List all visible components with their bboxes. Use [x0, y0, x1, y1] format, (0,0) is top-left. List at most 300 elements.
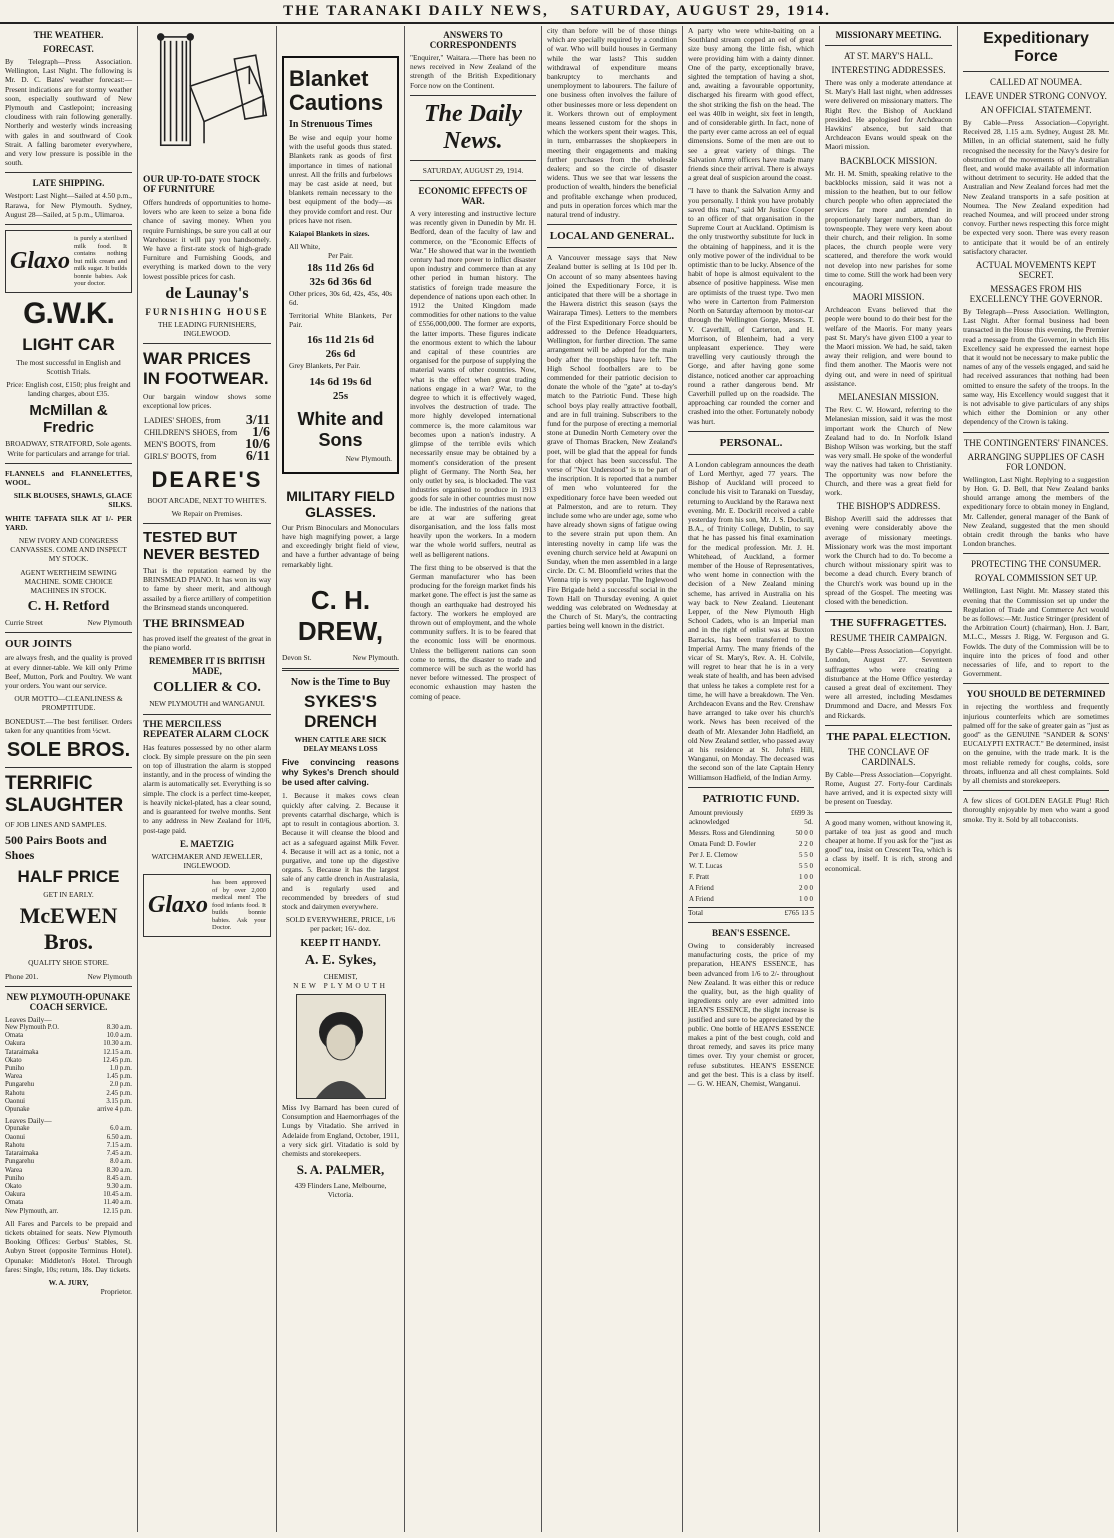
royal-heading: ROYAL COMMISSION SET UP.	[974, 573, 1098, 584]
fund-label: W. T. Lucas	[689, 861, 723, 870]
fund-row	[688, 883, 814, 894]
timetable-row	[5, 1158, 132, 1166]
keep-handy-heading: KEEP IT HANDY.	[300, 937, 381, 949]
half-price-heading: HALF PRICE	[17, 867, 120, 887]
timetable-outbound	[5, 1024, 132, 1114]
papal-heading: THE PAPAL ELECTION.	[826, 730, 951, 743]
shoe-price-row	[143, 451, 271, 463]
timetable-row	[5, 1057, 132, 1065]
timetable-value: 8.45 a.m.	[106, 1174, 132, 1182]
divider	[5, 767, 132, 768]
retford-street: Currie Street	[5, 618, 43, 628]
divider	[963, 683, 1109, 684]
tested-heading: TESTED BUT NEVER BESTED	[143, 529, 260, 564]
resume-heading: RESUME THEIR CAMPAIGN.	[830, 633, 947, 644]
jury-title: Proprietor.	[100, 1287, 132, 1297]
joints-text: are always fresh, and the quality is proved at every dinner-table. We kill only Prime Beef, Mutton, Pork and Poultry. We want your orders. You want our service.	[5, 653, 132, 691]
contingents-heading: THE CONTINGENTERS' FINANCES.	[963, 437, 1109, 448]
white-prices-2: 32s 6d 36s 6d	[309, 275, 372, 288]
shoe-price-value: 3/11	[245, 412, 270, 428]
timetable-value: 12.45 p.m.	[102, 1056, 132, 1064]
movements-heading: ACTUAL MOVEMENTS KEPT SECRET.	[975, 260, 1097, 281]
timetable-label: Omata	[5, 1199, 24, 1207]
joints-heading: OUR JOINTS	[5, 638, 72, 651]
fund-total-value: £765 13 5	[784, 907, 814, 917]
masthead	[0, 0, 1114, 24]
timetable-row	[5, 1191, 132, 1199]
blanket-text: Be wise and equip your home with the useful goods thus stated. Blankets rank as goods of first importance in times of national unrest. All the frills and furbelows may be cast aside at need, but blankets remain necessary to the best equipment of the body—as they provide comfort and rest. Our prices have not risen.	[289, 133, 392, 225]
white-sons-town: New Plymouth.	[345, 453, 392, 463]
local-general-heading: LOCAL AND GENERAL.	[549, 230, 675, 243]
arranging-heading: ARRANGING SUPPLIES OF CASH FOR LONDON.	[967, 451, 1105, 472]
timetable-value: 10.30 a.m.	[103, 1040, 132, 1048]
collier-town: NEW PLYMOUTH and WANGANUI.	[149, 699, 265, 709]
boots-heading: 500 Pairs Boots and Shoes	[5, 833, 107, 863]
royal-text: Wellington, Last Night. Mr. Massey stated this evening that the Commission set up under the Regulation of Trade and Commerce Act would be as follows:—Mr. Justice Stringer (president of the Arbitration Court) (chairman), Hon. J. Barr, M.L.C., Messrs J. Rigg, W. Ferguson and G. Fowlds. The duty of the Commission will be to inquire into the prices of food and other necessaries of life, and to report to the Government.	[963, 586, 1109, 679]
divider	[547, 247, 677, 248]
brinsmead-text: That is the reputation earned by the BRINSMEAD PIANO. It has won its way to fame by sheer merit, and although assailed by a fierce artillery of competition the Brinsmead stands unconquered.	[143, 566, 271, 612]
timetable-label: Opunake	[5, 1106, 30, 1114]
brinsmead-tail: has proved itself the greatest of the great in the piano world.	[143, 634, 271, 653]
grey-prices-1: 14s 6d 19s 6d	[309, 375, 372, 388]
timetable-label: Oaonui	[5, 1133, 26, 1141]
fund-value: 5 5 0	[799, 861, 813, 870]
divider	[825, 611, 952, 612]
portrait-illustration	[296, 994, 386, 1099]
timetable-row	[5, 1090, 132, 1098]
column-5	[542, 26, 683, 1532]
official-heading: AN OFFICIAL STATEMENT.	[980, 105, 1092, 115]
expeditionary-heading: Expeditionary Force	[983, 30, 1089, 65]
local-general-text: A Vancouver message says that New Zealand butter is selling at 1s 10d per lb. On account of so many absentees having joined the Expeditionary Force, it is anticipated that there will be a shortage in the Hawera district this season (says the Wairarapa Times). Letters to the members of the First Expeditionary Force should be addressed to the Defence Headquarters, Wellington, for further direction. The same arrangement will be adopted for the main body after the troopships have left. The High School footballers are to be commended for their patriotic decision to donate the whole of the "gate" at to-day's match to the Patriotic Fund. These high school boys play really attractive football, and are in full training. Subscribers to the fund for the purpose of erecting a memorial stone at Dunedin North Cemetery over the grave of Thomas Bracken, New Zealand's poet, will be glad that the appeal for funds for that object has been successful. The verse of "Not Understood" is to be part of the inscription. It is reported that a number of men who volunteered for the expeditionary force have been weeded out at Palmerston, and are to return. They include some who are under age, some who have already shown signs of fatigue owing to the severe strain put upon them. An interesting novelty in camp life was the evening church service held at Awapuni on Sunday, when the men assembled in a large circle. Dr. C. M. Bloomfield writes that the Vienna trip is very popular. The Inglewood Fire Brigade held a successful social in the Town Hall on Thursday evening. A quiet wedding was celebrated on Wednesday at the Church of St. Mary's, the contracting parties being well known in the district.	[547, 253, 677, 631]
timetable-row	[5, 1150, 132, 1158]
terrific-heading: TERRIFIC SLAUGHTER	[5, 773, 124, 817]
shoe-price-value: 1/6	[252, 424, 270, 440]
eagle-text: A few slices of GOLDEN EAGLE Plug! Rich thoroughly enjoyable by men who want a good smoke. Try it. Sold by all tobacconists.	[963, 796, 1109, 824]
divider	[963, 432, 1109, 433]
divider	[5, 172, 132, 173]
timetable-value: 8.0 a.m.	[110, 1158, 132, 1166]
terr-prices-1: 16s 11d 21s 6d	[307, 334, 374, 347]
remember-text: REMEMBER IT IS BRITISH MADE,	[148, 656, 266, 677]
coach-note: All Fares and Parcels to be prepaid and tickets obtained for seats. New Plymouth Booking Offices: Gerbus' Stables, St. Aubyn Street (opposite Terminus Hotel). Opunake: Middleton's Hotel. Through fares: Single, 10s; return, 18s. Day tickets.	[5, 1218, 132, 1274]
gwk-text: The most successful in English and Scottish Trials.	[16, 357, 121, 376]
backblock-text: Mr. H. M. Smith, speaking relative to the backblocks mission, said it was not a mission to the heathen, but to our fellow church people who often appreciated the services far more and attended in proportionately larger numbers, than do townspeople. They were very keen about their church, and their religion. In some places, the church people were very scattered, and therefore the work would not develop into new parishes for some time to come. Still the work had been very encouraging.	[825, 168, 952, 289]
beans-text: Owing to considerably increased manufacturing costs, the price of my preparation, HEAN'S ESSENCE, has been advanced from 1/6 to 2/- throughout New Zealand. It was either this or reduce the quality, but, as the high quality of ingredients only are ever admitted into HEAN'S ESSENCE, the slight increase is justified and sure to be appreciated by the public. One bottle of HEAN'S ESSENCE makes a pint of the best cough, cold and throat remedy, and saves its price many times over. Try your chemist or grocer, refuse substitutes. HEAN'S ESSENCE and get the best. This is a class by itself. — G. W. HEAN, Chemist, Wanganui.	[688, 941, 814, 1089]
econ-text-2: The first thing to be observed is that the German manufacturer who has been producing for the foreign market finds his market gone. The effect is just the same as though an earthquake had destroyed his factory. The workers he employed are thrown out of employment, and the whole community suffers. It is to be feared that the economic loss will be enormous. Unless the belligerent nations can soon come to terms, the disaster to trade and commerce will be such as the world has never before witnessed. The prospect of economic exhaustion may hasten the coming of peace.	[410, 562, 536, 701]
divider	[688, 454, 814, 455]
timetable-value: 11.40 a.m.	[103, 1199, 132, 1207]
drew-address	[282, 653, 399, 662]
furniture-text: Offers hundreds of opportunities to home-lovers who are keen to seize a bona fide chance of saving money. When you require Furnishings, be sure you call at our Warehouse: it will pay you handsomely. We have a first-rate stock of high-grade Furniture and Furnishing Goods, and everything is marked down to the very lowest possible prices for cash.	[143, 198, 271, 281]
maori-heading: MAORI MISSION.	[852, 292, 925, 303]
sole-bros-title: SOLE BROS.	[6, 739, 131, 762]
answers-heading: ANSWERS TO CORRESPONDENTS	[429, 30, 517, 50]
fund-label: A Friend	[689, 883, 714, 892]
column-2	[138, 26, 277, 1532]
coach-heading: NEW PLYMOUTH-OPUNAKE COACH SERVICE.	[6, 991, 131, 1012]
job-lines-text: OF JOB LINES AND SAMPLES.	[5, 820, 107, 830]
bonedust-text: BONEDUST.—The best fertiliser. Orders taken for any quantities from ½cwt.	[5, 716, 132, 735]
timetable-row	[5, 1106, 132, 1114]
bishop-text: Bishop Averill said the addresses that evening were considerably above the average of missionary meetings. Missionary work was the most important work the Church had to do. To become a church without missionary spirit was to become a dead church. Every branch of the Church's work was bound up in the spread of the Gospel. The meeting was closed with the benediction.	[825, 514, 952, 606]
timetable-label: Puniho	[5, 1065, 25, 1073]
timetable-value: 1.0 p.m.	[109, 1065, 132, 1073]
timetable-value: 8.30 a.m.	[106, 1166, 132, 1174]
timetable-label: Tataraimaka	[5, 1150, 39, 1158]
ivory-text: NEW IVORY AND CONGRESS CANVASSES. COME AND INSPECT MY STOCK.	[10, 535, 127, 564]
fund-label: Messrs. Ross and Glendinning	[689, 828, 775, 837]
shoe-price-value: 10/6	[245, 436, 270, 452]
timetable-value: 10.0 a.m.	[106, 1032, 132, 1040]
timetable-label: New Plymouth P.O.	[5, 1024, 60, 1032]
timetable-label: Pungarehu	[5, 1158, 35, 1166]
mcewen-title: McEWEN Bros.	[19, 903, 118, 955]
glaxo-ad	[143, 874, 271, 937]
maetzig-subtitle: WATCHMAKER AND JEWELLER, INGLEWOOD.	[151, 851, 263, 870]
fund-value: 1 0 0	[799, 872, 813, 881]
missionary-heading: MISSIONARY MEETING.	[835, 30, 942, 40]
divider	[5, 632, 132, 633]
fund-total-row	[688, 907, 814, 917]
news-text-1: A party who were white-baiting on a Southland stream copped an eel of great size busy among the little fish, which were providing him with a dainty dinner. One of the party, exceptionally brave, sighted the temptation of having a shot, and, awaiting a favourable opportunity, discharged his firearm with good effect, the shot striking the fish on the head. The eel was 40lb in weight, six feet in length, and of considerable girth. In fact, none of the party ever came across an eel of equal dimensions. Some of the men are out to see a great variety of things. The Salvation Army officers have made many friends since their arrival. There is always a great deal of suspicion around the coast.	[688, 26, 814, 183]
quality-text: QUALITY SHOE STORE.	[28, 958, 109, 968]
timetable-row	[5, 1134, 132, 1142]
divider	[825, 45, 952, 46]
personal-text: A London cablegram announces the death of Lord Merthyr, aged 77 years. The Bishop of Auckland will proceed to conclude his visit to Taranaki on Tuesday, returning to Auckland by the Rarawa next evening. Mr. E. Dockrill received a cable yesterday from his son, Mr. J. S. Dockrill, B.A., of Trinity College, Dublin, to say that he has passed his final examination for the medical profession. Mr. J. H. Whitehead, of Auckland, a former member of the House of Representatives, who went home in connection with the decision of a New Zealand mining scheme, has arrived in Australia on his way back to New Zealand. Lieutenant Lepper, of the New Plymouth High School Cadets, who is an Imperial man and in the right of enlist was at Buxton Barracks, has been transferred to the Imperial Army. The many friends of the vicar of St. Mary's, Rev. A. H. Colvile, will regret to hear that he is in a very weak state of health, and has been advised that unless he takes a complete rest for a time, he will have a breakdown. The Ven. Archdeacon Evans and the Rev. Crenshaw have arranged to take over his church's work. News has been received of the death of Mr. Alexander John Hadfield, an old New Zealand settler, who passed away at his residence at St. John's Hill, Wanganui, on Monday. The deceased was the second son of the late Captain Henry Williamson Hadfield, of the Indian Army.	[688, 459, 814, 782]
delaunay-title: de Launay's	[165, 284, 249, 302]
timetable-label: Rahotu	[5, 1141, 25, 1149]
divider	[547, 224, 677, 225]
divider	[5, 986, 132, 987]
fund-value: £699 3s 5d.	[791, 808, 813, 826]
called-heading: CALLED AT NOUMEA.	[989, 77, 1083, 87]
furniture-heading: OUR UP-TO-DATE STOCK OF FURNITURE	[143, 175, 261, 195]
divider	[963, 553, 1109, 554]
drew-town: New Plymouth.	[352, 652, 399, 662]
fund-value: 2 2 0	[799, 839, 813, 848]
bed-illustration	[143, 26, 271, 166]
timetable-row	[5, 1065, 132, 1073]
white-sons-title: White and Sons	[297, 408, 384, 450]
divider	[143, 714, 271, 715]
column-1	[0, 26, 138, 1532]
divider	[410, 95, 536, 96]
timetable-value: 1.45 p.m.	[106, 1073, 132, 1081]
divider	[688, 431, 814, 432]
all-white-label: All White,	[289, 242, 321, 252]
timetable-value: 2.45 p.m.	[106, 1089, 132, 1097]
five-reasons-heading: Five convincing reasons why Sykes's Drench should be used after calving.	[282, 757, 399, 788]
timetable-value: 7.45 a.m.	[106, 1150, 132, 1158]
drew-title: C. H. DREW,	[297, 584, 384, 646]
blanket-heading: Blanket Cautions	[289, 66, 384, 115]
econ-text: A very interesting and instructive lecture was recently given in Dunedin by Mr. H. Bedford, dean of the faculty of law and commerce, on the "Economic Effects of War." He showed that war in the twentieth century had more power to inflict disaster upon industry and commerce than at any other period in human history. The statistics of foreign trade measure the dependence of nations upon each other. In 1912 the United Kingdom made commodities for other nations to the value of £556,000,000. The former are exports, the latter imports. These figures indicate the enormous extent to which the labour and capital of these countries are organised for the purpose of supplying the material wants of other countries. Now, what is the effect when great trading nations engage in a war? War, to the degree to which it is effectively waged, involves the destruction of trade. The more highly developed international commerce is, the more calamitous war becomes upon a nation's industry. A glimpse of the terrible evils which necessarily ensue may be obtained by a moment's consideration of the present plight of Germany. The North Sea, her only outlet by sea, is blockaded. The vast industries organised to produce in 1913 goods for sale in other countries must now be idle. The industries of the nations that are at war are suffering great disorganisation, and the loss falls most heavily upon the workers. In a modern war the whole world suffers, neutral as well as belligerent nations.	[410, 209, 536, 559]
suffragettes-heading: THE SUFFRAGETTES.	[830, 617, 947, 630]
weather-heading: THE WEATHER.	[33, 30, 104, 40]
papal-text: By Cable—Press Association—Copyright. Rome, August 27. Forty-four Cardinals have arrived, and it is expected sixty will be present on Tuesday.	[825, 769, 952, 807]
shoe-price-value: 6/11	[245, 448, 270, 464]
forecast-heading: FORECAST.	[43, 44, 94, 54]
fund-row	[688, 872, 814, 883]
fund-value: 50 0 0	[795, 828, 813, 837]
fund-value: 1 0 0	[799, 894, 813, 903]
timetable-value: 8.30 a.m.	[106, 1024, 132, 1032]
war-prices-heading: WAR PRICES IN FOOTWEAR.	[143, 349, 269, 389]
timetable-value: 6.50 a.m.	[106, 1133, 132, 1141]
divider	[143, 523, 271, 524]
shipping-heading: LATE SHIPPING.	[32, 178, 105, 189]
divider	[963, 790, 1109, 791]
protecting-heading: PROTECTING THE CONSUMER.	[970, 559, 1102, 570]
reasons-text: 1. Because it makes cows clean quickly after calving. 2. Because it prevents catarrhal discharge, which is apt to result in contagious abortion. 3. Because it will cleanse the blood and act as a safeguard against Milk Fever. 4. Because it will act as a tonic, not a purgative, and tone up the digestive organs. 5. Because it has the largest sale of any cattle drench in Australasia, and is regularly used and recommended by breeders of stud stock and dairymen everywhere.	[282, 791, 399, 911]
econ-heading: ECONOMIC EFFECTS OF WAR.	[418, 186, 528, 207]
timetable-value: 3.15 p.m.	[106, 1097, 132, 1105]
fund-row	[688, 861, 814, 872]
fund-table	[688, 808, 814, 905]
shoe-price-label: GIRLS' BOOTS, from	[144, 451, 217, 461]
fund-value: 2 0 0	[799, 883, 813, 892]
mcmillan-title: McMillan & Fredric	[29, 402, 108, 437]
governor-text: By Telegraph—Press Association. Wellington, Last Night. After formal business had been transacted in the House this evening, the Premier read a message from the Governor, in which His Excellency said he expressed the earnest hope that it would not be necessary to make public the names of any of the vessels engaged, and said he had received assurances that nothing had been omitted to ensure the safety of the troops. In the same way, His Excellency would suggest that it is not advisable to give particulars of any ships which either the Dominion or any other dependency of the Crown is taking.	[963, 307, 1109, 427]
flannels-text: FLANNELS and FLANNELETTES, WOOL.	[5, 468, 132, 487]
paper-date: SATURDAY, AUGUST 29, 1914.	[570, 3, 831, 19]
divider	[825, 725, 952, 726]
timetable-label: Oakura	[5, 1191, 26, 1199]
sold-text: SOLD EVERYWHERE, PRICE, 1/6 per packet; 16/- doz.	[285, 915, 396, 934]
column-7	[820, 26, 958, 1532]
fund-row	[688, 808, 814, 828]
answers-text: "Enquirer," Waitara.—There has been no news received in New Zealand of the strength of the British Expeditionary Force now on the Continent.	[410, 53, 536, 90]
divider	[5, 224, 132, 225]
backblock-heading: BACKBLOCK MISSION.	[839, 155, 937, 166]
shoe-price-table	[143, 412, 271, 464]
drew-street: Devon St.	[282, 652, 312, 662]
strenuous-heading: In Strenuous Times	[289, 119, 373, 130]
editorial-date: SATURDAY, AUGUST 29, 1914.	[422, 165, 524, 175]
timetable-row	[5, 1125, 132, 1133]
taffata-text: WHITE TAFFATA SILK AT 1/- PER YARD.	[5, 513, 132, 532]
fund-row	[688, 828, 814, 839]
news-text-2: "I have to thank the Salvation Army and you personally. I think you have probably saved this man," said Mr Justice Cooper to an officer of that organisation in the Supreme Court at Auckland. Optimism is the only trustworthy substitute for luck in the obtaining of happiness, and it is the only motive power of the individual to be optimistic than to be lucky. Absence of the habit of hope is almost equivalent to the absence of positive happiness. Wise men are optimists of the truest type. Two men who were in Carterton from Palmerston North on Saturday afternoon by motor-car through the Wellington Gorge, Messrs. T. V. Caverhill, of Carterton, and H. Morrison, of Blenheim, had a very unpleasant experience. They were travelling very cautiously through the Gorge, and after having gone some distance, noticed another car approaching round a rather dangerous bend. Mr Caverhill pulled up on the roadside. The approaching car rounded the corner and crashed into the other. Fortunately nobody was hurt.	[688, 186, 814, 426]
footwear-text: Our bargain window shows some exceptional low prices.	[143, 392, 271, 411]
grey-prices-2: 25s	[332, 389, 349, 402]
repair-text: We Repair on Premises.	[171, 508, 243, 518]
fund-row	[688, 839, 814, 850]
retford-title: C. H. Retford	[27, 599, 110, 615]
interesting-heading: INTERESTING ADDRESSES.	[831, 65, 946, 75]
fund-value: 5 5 0	[799, 850, 813, 859]
determined-heading: YOU SHOULD BE DETERMINED	[966, 689, 1106, 700]
timetable-value: 10.45 a.m.	[103, 1191, 132, 1199]
delaunay-subtitle: FURNISHING HOUSE	[145, 306, 269, 317]
other-prices: Other prices, 30s 6d, 42s, 45s, 40s 6d.	[289, 288, 392, 307]
timetable-label: Pungarehu	[5, 1081, 35, 1089]
timetable-label: Warea	[5, 1073, 23, 1081]
shoe-price-label: MEN'S BOOTS, from	[144, 439, 216, 449]
sykes-title: A. E. Sykes,	[304, 952, 377, 968]
column-4	[405, 26, 542, 1532]
time-buy-heading: Now is the Time to Buy	[290, 677, 391, 689]
timetable-value: 2.0 p.m.	[109, 1081, 132, 1089]
mcewen-town: New Plymouth	[87, 971, 132, 981]
timetable-label: Warea	[5, 1166, 23, 1174]
divider	[825, 812, 952, 813]
retford-town: New Plymouth	[87, 618, 132, 628]
leaves-daily-2: Leaves Daily—	[5, 1116, 52, 1126]
repeater-text: Has features possessed by no other alarm clock. By simple pressure on the pin seen on top of illustration the alarm is stopped instantly, and in the process of winding the alarm is automatically set. Everything is so simple. The clock is a perfect time-keeper, is heavily nickel-plated, has a clear sound, and is guaranteed for twelve months. Sent to any address in New Zealand for 10/6, post-tage paid.	[143, 742, 271, 835]
timetable-value: 6.0 a.m.	[110, 1125, 132, 1133]
conclave-heading: THE CONCLAVE OF CARDINALS.	[847, 746, 930, 767]
grey-label: Grey Blankets, Per Pair.	[289, 361, 361, 371]
brinsmead-title: THE BRINSMEAD	[143, 616, 245, 631]
timetable-row	[5, 1175, 132, 1183]
timetable-row	[5, 1049, 132, 1057]
per-pair-label: Per Pair.	[327, 251, 354, 261]
convoy-heading: LEAVE UNDER STRONG CONVOY.	[965, 91, 1107, 101]
beans-heading: BEAN'S ESSENCE.	[711, 928, 791, 939]
timetable-row	[5, 1081, 132, 1089]
timetable-row	[5, 1032, 132, 1040]
shipping-text: Westport: Last Night—Sailed at 4.50 p.m., Rarawa, for New Plymouth. Sydney, August 28—Sailed, at 5 p.m., Ulimaroa.	[5, 191, 132, 219]
retford-address	[5, 618, 132, 627]
column-6	[683, 26, 820, 1532]
fund-label: Per J. E. Clemow	[689, 850, 738, 859]
timetable-row	[5, 1073, 132, 1081]
fund-label: Amount previously acknowledged	[689, 808, 744, 826]
fund-label: F. Pratt	[689, 872, 710, 881]
repeater-heading: THE MERCILESS REPEATER ALARM CLOCK	[143, 719, 269, 740]
melanesian-text: The Rev. C. W. Howard, referring to the Melanesian mission, said it was the most important work the Church of New Zealand had to do. In Norfolk Island Bishop Wilson was working, but the staff was very small. He spoke of the wonderful way the natives had taken to Christianity. The opportunity was now before the Church, and there was a great field for work.	[825, 405, 952, 497]
mcewen-address	[5, 972, 132, 981]
chemist-label: CHEMIST,	[323, 971, 358, 981]
messages-heading: MESSAGES FROM HIS EXCELLENCY THE GOVERNOR.	[969, 284, 1103, 305]
timetable-label: Oakura	[5, 1040, 26, 1048]
np-label: NEW PLYMOUTH	[293, 980, 388, 990]
military-heading: MILITARY FIELD GLASSES.	[286, 487, 395, 520]
personal-heading: PERSONAL.	[719, 436, 783, 449]
jury-name: W. A. JURY,	[48, 1277, 89, 1287]
white-prices-1: 18s 11d 26s 6d	[307, 261, 374, 274]
column-3	[277, 26, 405, 1532]
timetable-row	[5, 1098, 132, 1106]
wertheim-text: AGENT WERTHEIM SEWING MACHINE. SOME CHOICE MACHINES IN STOCK.	[20, 567, 117, 595]
st-marys-heading: AT ST. MARY'S HALL.	[843, 51, 934, 61]
timetable-value: 12.15 p.m.	[102, 1207, 132, 1215]
gwk-price: Price: English cost, £150; plus freight and landing charges, about £35.	[6, 379, 131, 399]
timetable-row	[5, 1208, 132, 1216]
shoe-price-label: CHILDREN'S SHOES, from	[144, 427, 238, 437]
paper-title: THE TARANAKI DAILY NEWS,	[283, 3, 549, 19]
forecast-text: By Telegraph—Press Association. Wellington, Last Night. The following is Mr. D. C. Bates' weather forecast:—Present indications are for stormy weather soon, especially southward of New Plymouth and Castlepoint; increasing cloudiness with rain following generally. Northerly and westerly winds increasing with gales in and southward of Cook Strait. A falling barometer everywhere, and very low pressure is possible in the south.	[5, 57, 132, 168]
divider	[5, 463, 132, 464]
missionary-text: There was only a moderate attendance at St. Mary's Hall last night, when addresses were delivered on missionary matters. The Right Rev. the Bishop of Auckland presided. He apologised for Archdeacon Hawkins' absence, but said that Archdeacon Evans would speak on the Maori mission.	[825, 78, 952, 152]
timetable-value: 7.15 a.m.	[106, 1141, 132, 1149]
timetable-label: New Plymouth, arr.	[5, 1207, 59, 1215]
tea-text: A good many women, without knowing it, partake of tea just as good and much cheaper at home. If you ask for the "just as good" tea, insist on Crescent Tea, which is a class by itself. It is rich, strong and economical.	[825, 817, 952, 873]
timetable-value: arrive 4 p.m.	[97, 1106, 132, 1114]
territorial-label: Territorial White Blankets, Per Pair.	[289, 311, 392, 330]
gwk-subtitle: LIGHT CAR	[22, 334, 115, 354]
motto-text: OUR MOTTO—CLEANLINESS & PROMPTITUDE.	[14, 694, 123, 713]
contingents-text: Wellington, Last Night. Replying to a suggestion by Hon. G. D. Bell, that New Zealand banks should arrange among the members of the expeditionary force to obtain money in England, Mr. Callender, general manager of the Bank of New Zealand, suggested that the men should obtain credit through the banks who have London branches.	[963, 474, 1109, 549]
divider	[282, 668, 399, 671]
timetable-row	[5, 1024, 132, 1032]
timetable-return	[5, 1125, 132, 1215]
fund-row	[688, 850, 814, 861]
when-cattle-text: WHEN CATTLE ARE SICK DELAY MEANS LOSS	[294, 735, 387, 754]
expeditionary-text: By Cable—Press Association—Copyright. Received 28, 1.15 a.m. Sydney, August 28. Mr. Millen, in an official statement, said he fully recognised the necessity for the Navy's desire for obstruction of the movements of the Australian fleet, and would make available all information without detriment to security. He added that the Australian and New Zealand forces had met the New Zealand transports in a safe position at Noumea. The New Zealand expedition had reached Noumea, and will proceed under strong convoy. Further news respecting this force might be expected very soon. There was every reason to anticipate that it would be of an entirely satisfactory character.	[963, 118, 1109, 256]
timetable-row	[5, 1142, 132, 1150]
glaxo-text: is purely a sterilised milk food. It contains nothing but milk cream and milk sugar. It builds bonnie babies. Ask your doctor.	[74, 235, 127, 288]
timetable-label: Tataraimaka	[5, 1048, 39, 1056]
glaxo-text: has been approved of by over 2,000 medical men! The food infants food. It builds bonnie babies. Ask your Doctor.	[212, 879, 266, 932]
timetable-label: Rahotu	[5, 1089, 25, 1097]
timetable-label: Okato	[5, 1182, 22, 1190]
timetable-label: Okato	[5, 1056, 22, 1064]
timetable-row	[5, 1040, 132, 1048]
timetable-value: 9.30 a.m.	[106, 1182, 132, 1190]
patriotic-heading: PATRIOTIC FUND.	[702, 792, 800, 805]
sykes-drench-title: SYKES'S DRENCH	[303, 692, 377, 732]
glaxo-logo: Glaxo	[10, 247, 70, 274]
maetzig-title: E. MAETZIG	[179, 838, 234, 849]
delaunay-tag: THE LEADING FURNISHERS, INGLEWOOD.	[158, 319, 256, 339]
divider	[688, 787, 814, 788]
timetable-label: Opunake	[5, 1125, 30, 1133]
blanket-ad	[282, 56, 399, 474]
column-8	[958, 26, 1114, 1532]
timetable-label: Omata	[5, 1032, 24, 1040]
timetable-row	[5, 1183, 132, 1191]
fund-label: Omata Fund: D. Fowler	[689, 839, 756, 848]
timetable-label: Oaonui	[5, 1097, 26, 1105]
leaves-daily-1: Leaves Daily—	[5, 1014, 52, 1024]
timetable-row	[5, 1167, 132, 1175]
fund-label: A Friend	[689, 894, 714, 903]
silk-text: SILK BLOUSES, SHAWLS, GLACE SILKS.	[13, 491, 132, 510]
get-early-text: GET IN EARLY.	[43, 890, 94, 900]
gwk-title: G.W.K.	[23, 296, 114, 330]
glaxo-ad	[5, 230, 132, 293]
suffragettes-text: By Cable—Press Association—Copyright. London, August 27. Seventeen suffragettes who were creating a disturbance at the Home Office yesterday caused a great deal of excitement. They were all arrested, including Mesdames Drummond and Dacre, and Messrs Fox and Rickards.	[825, 646, 952, 720]
mcmillan-text: BROADWAY, STRATFORD, Sole agents. Write for particulars and arrange for trial.	[5, 439, 132, 458]
divider	[410, 180, 536, 181]
military-text: Our Prism Binoculars and Monoculars have high magnifying power, a large and exceedingly bright field of view, and have a further advantage of being remarkably light.	[282, 522, 399, 569]
timetable-label: Puniho	[5, 1174, 25, 1182]
palmer-address: 439 Flinders Lane, Melbourne, Victoria.	[294, 1181, 387, 1200]
maori-text: Archdeacon Evans believed that the people were bound to do their best for the welfare of the Maoris. For many years past St. Mary's have given £100 a year to the Maori mission. We had, he said, taken away their religion, and were bound to find them another. The Maoris were not dying out, and were in need of spiritual assistance.	[825, 305, 952, 388]
determined-text: in rejecting the worthless and frequently injurious counterfeits which are sometimes palmed off for the sake of greater gain as "just as good" as the GENUINE "SANDER & SONS' EUCALYPTI EXTRACT." Be determined, insist on the genuine, with the trade mark. It is the most reliable remedy for coughs, colds, sore throats, influenza and all chest complaints. Sold by all chemists and storekeepers.	[963, 702, 1109, 785]
divider	[410, 160, 536, 161]
bishop-heading: THE BISHOP'S ADDRESS.	[836, 501, 941, 512]
deares-title: DEARE'S	[151, 466, 263, 492]
terr-prices-2: 26s 6d	[325, 348, 356, 361]
mcewen-phone: Phone 201.	[5, 971, 39, 981]
econ-continued-text: city than before will be of those things which are specially required by a condition of war. Who will build houses in Germany while the war lasts? This sudden withdrawal of expenditure means bankruptcy to merchants and unemployment to labourers. The failure of one business often involves the failure of other businesses more or less dependent on it. Workers thrown out of employment means lessened custom for the shops in which the workers spent their wages. This, in turn, embarrasses the shopkeepers in meeting their engagements and making further purchases from the wholesale dealers; and so the circle of disaster widens. Thus we see that war lessens the production of wealth, hinders the beneficial and profitable exchange when produced, and puts in operation forces which mar the natural trend of industry.	[547, 26, 677, 220]
palmer-title: S. A. PALMER,	[296, 1162, 385, 1178]
melanesian-heading: MELANESIAN MISSION.	[838, 392, 939, 403]
fund-row	[688, 894, 814, 905]
palmer-text: Miss Ivy Barnard has been cured of Consumption and Haemorrhages of the Lungs by Vitadatio. She arrived in Adelaide from England, October, 1911, a very sick girl. Vitadatio is sold by chemists and storekeepers.	[282, 1102, 399, 1158]
deares-subtitle: BOOT ARCADE, NEXT TO WHITE'S.	[147, 495, 267, 505]
fund-total-label: Total	[688, 907, 704, 917]
divider	[688, 922, 814, 923]
divider	[963, 71, 1109, 72]
daily-news-title: The Daily News.	[424, 100, 522, 154]
glaxo-logo: Glaxo	[148, 891, 208, 918]
kaiapoi-text: Kaiapoi Blankets in sizes.	[289, 229, 370, 239]
